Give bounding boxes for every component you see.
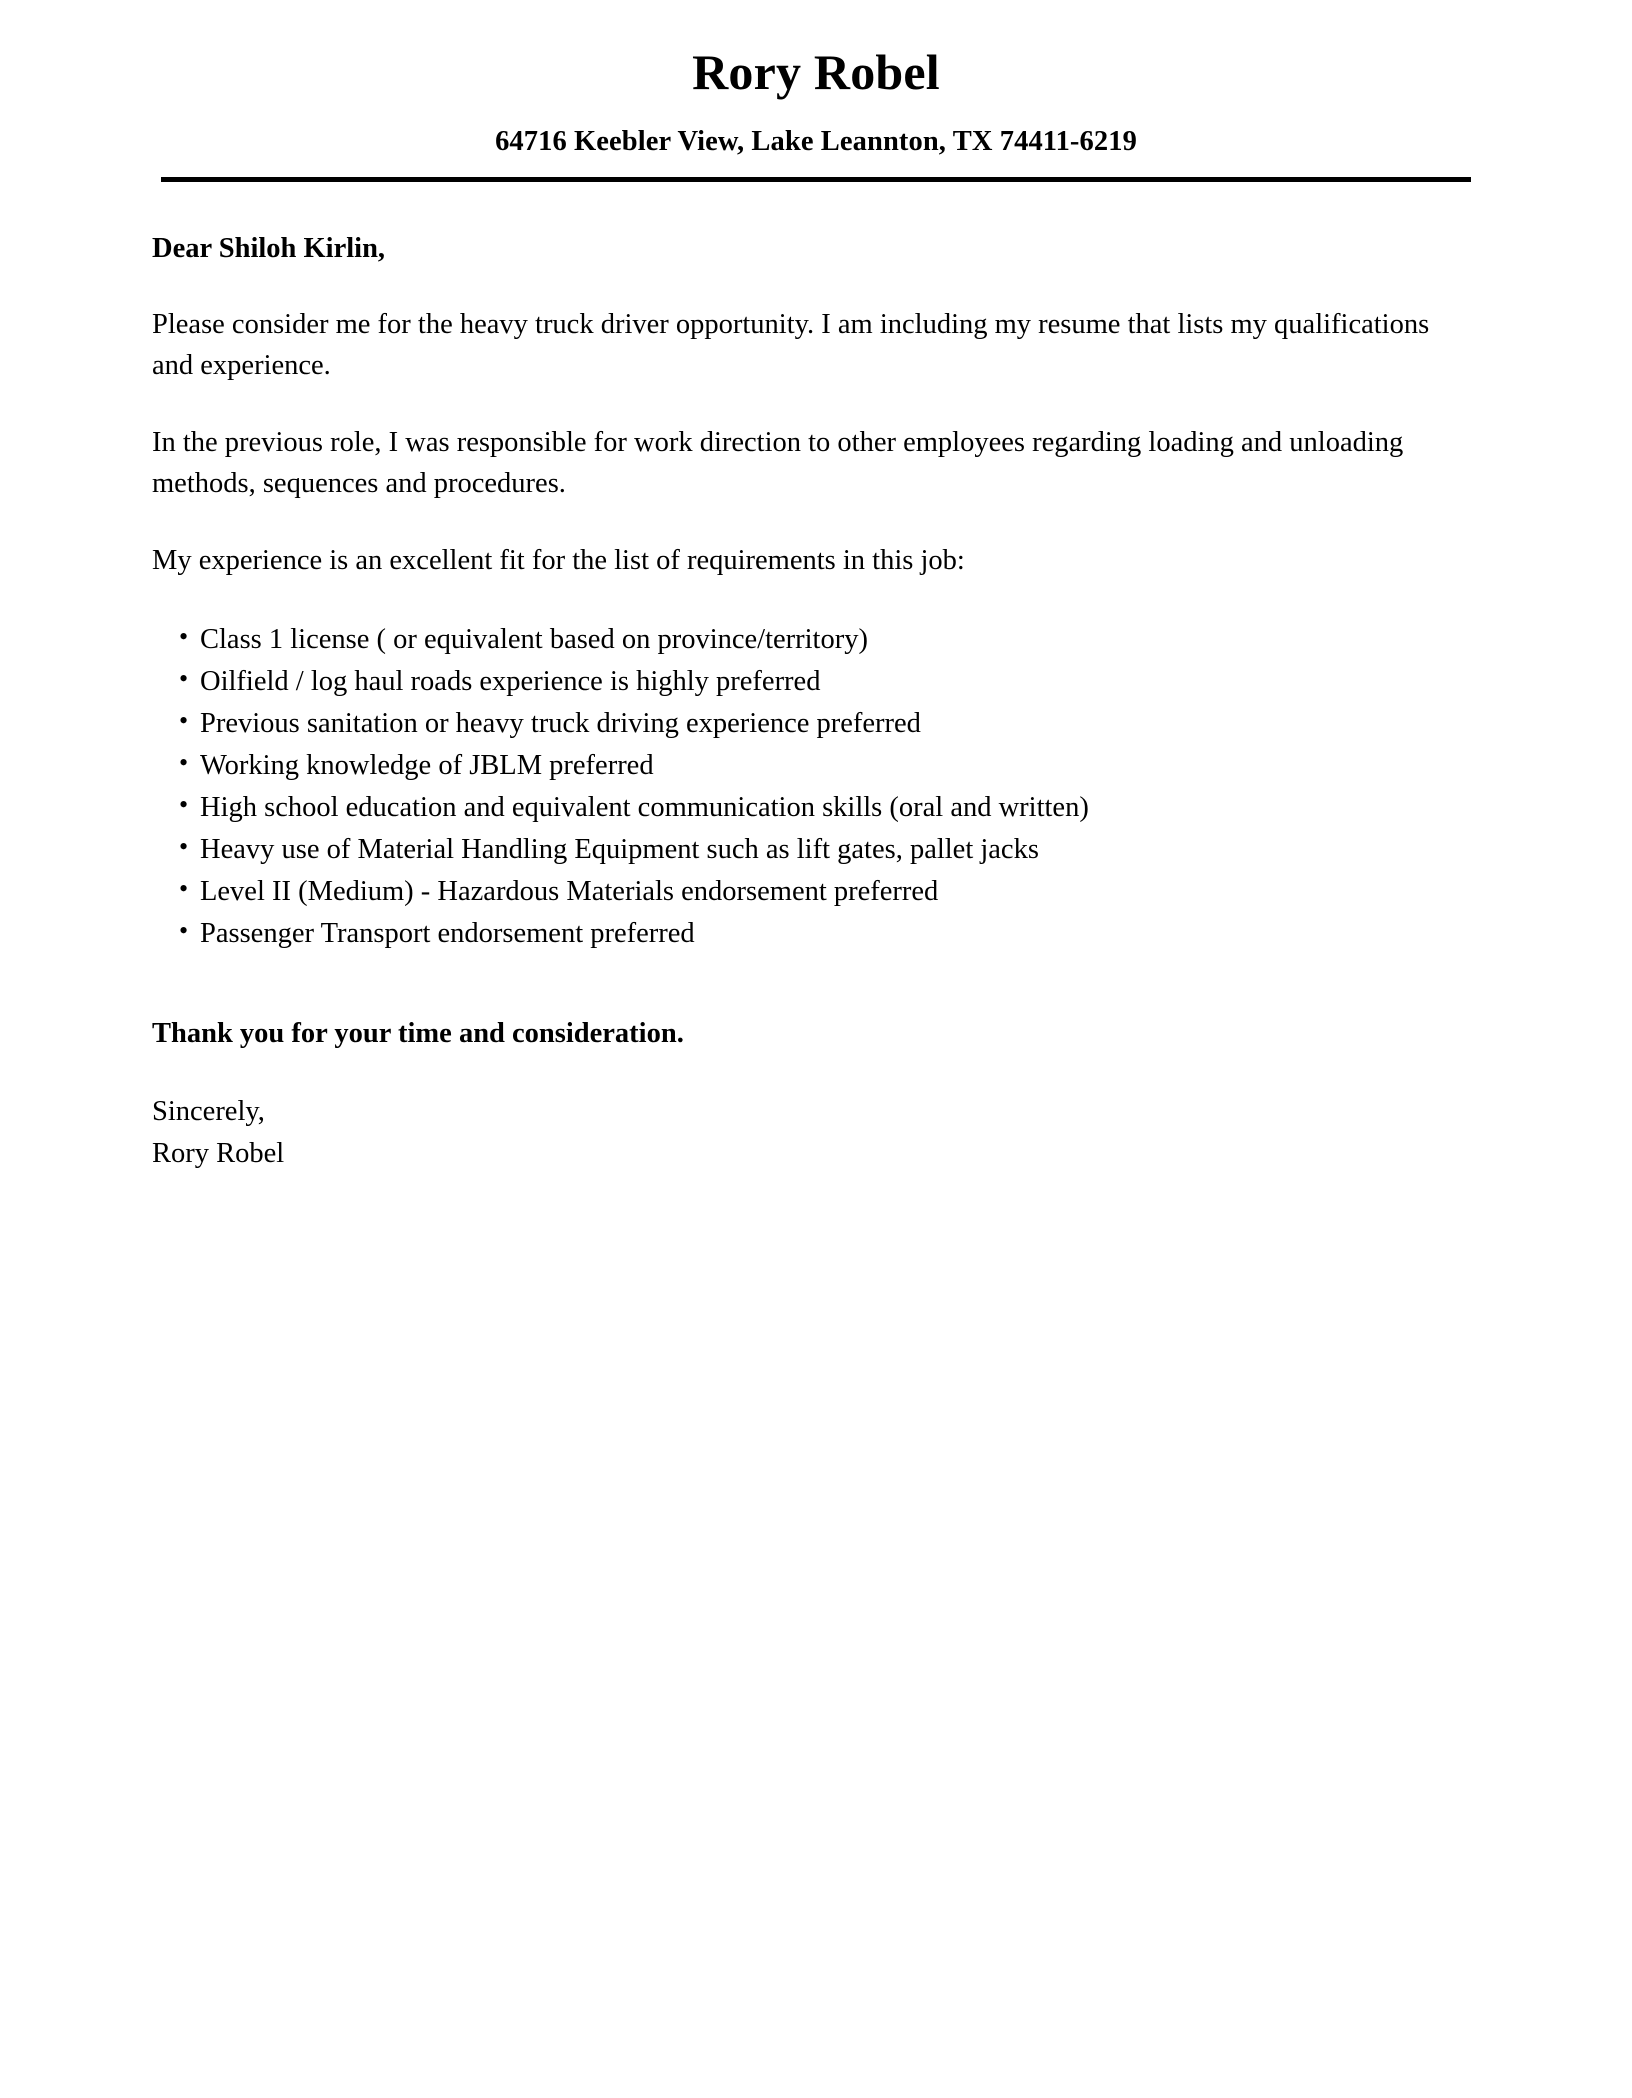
closing-salutation: Sincerely, — [152, 1095, 265, 1127]
applicant-name: Rory Robel — [692, 44, 940, 100]
letter-body — [152, 182, 1462, 1175]
list-item — [152, 745, 1462, 786]
bullet-icon: • — [179, 916, 189, 946]
requirements-list — [152, 619, 1462, 954]
bullet-icon: • — [179, 747, 189, 777]
bullet-icon: • — [179, 705, 189, 735]
letter-header — [0, 0, 1632, 182]
salutation: Dear Shiloh Kirlin, — [152, 233, 386, 264]
list-item-label: Level II (Medium) - Hazardous Materials endorsement preferred — [200, 876, 939, 907]
thank-you-line: Thank you for your time and consideration. — [152, 1018, 684, 1050]
list-item — [152, 871, 1462, 912]
bullet-icon: • — [179, 831, 189, 861]
bullet-icon: • — [179, 621, 189, 651]
list-item — [152, 829, 1462, 870]
list-item-label: Oilfield / log haul roads experience is highly preferred — [200, 665, 821, 697]
list-item — [152, 787, 1462, 828]
paragraph-experience: In the previous role, I was responsible for work direction to other employees regarding loading and unloading methods, sequences and procedures. — [152, 427, 1404, 499]
applicant-address: 64716 Keebler View, Lake Leannton, TX 74411-6219 — [495, 126, 1137, 157]
list-item-label: Previous sanitation or heavy truck driving experience preferred — [200, 707, 921, 739]
list-item — [152, 661, 1462, 702]
bullet-icon: • — [179, 874, 189, 903]
list-item-label: Class 1 license ( or equivalent based on province/territory) — [200, 623, 868, 655]
bullet-icon: • — [179, 663, 189, 693]
paragraph-intro: Please consider me for the heavy truck driver opportunity. I am including my resume that lists my qualifications and experience. — [152, 309, 1430, 381]
signature-name: Rory Robel — [152, 1137, 285, 1169]
list-item — [152, 703, 1462, 744]
list-item-label: Passenger Transport endorsement preferred — [200, 918, 695, 950]
list-item — [152, 619, 1462, 660]
list-item — [152, 913, 1462, 954]
list-item-label: High school education and equivalent communication skills (oral and written) — [200, 791, 1089, 823]
paragraph-requirements-lead: My experience is an excellent fit for the list of requirements in this job: — [152, 545, 965, 577]
signature-block — [152, 1091, 1462, 1175]
list-item-label: Heavy use of Material Handling Equipment such as lift gates, pallet jacks — [200, 833, 1039, 865]
bullet-icon: • — [179, 789, 189, 819]
list-item-label: Working knowledge of JBLM preferred — [200, 749, 654, 781]
